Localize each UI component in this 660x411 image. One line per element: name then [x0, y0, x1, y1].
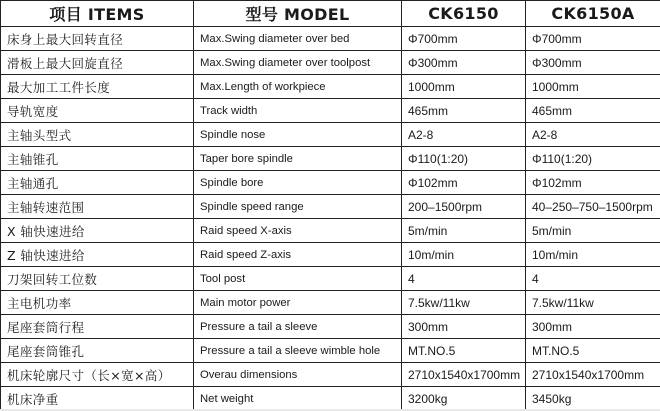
value-ck6150: 465mm — [402, 99, 526, 123]
item-name-zh: 最大加工工件长度 — [1, 75, 194, 99]
table-row — [1, 75, 660, 99]
table-row — [1, 363, 660, 387]
value-ck6150a: Φ700mm — [526, 27, 660, 51]
value-ck6150: Φ110(1:20) — [402, 147, 526, 171]
header-ck6150: CK6150 — [402, 1, 526, 27]
value-ck6150a: A2-8 — [526, 123, 660, 147]
value-ck6150a: Φ110(1:20) — [526, 147, 660, 171]
value-ck6150a: 3450kg — [526, 387, 660, 411]
value-ck6150a: 10m/min — [526, 243, 660, 267]
item-name-zh: 主轴转速范围 — [1, 195, 194, 219]
value-ck6150: 10m/min — [402, 243, 526, 267]
item-name-zh: 刀架回转工位数 — [1, 267, 194, 291]
value-ck6150: 1000mm — [402, 75, 526, 99]
item-name-en: Pressure a tail a sleeve — [194, 315, 402, 339]
value-ck6150a: 7.5kw/11kw — [526, 291, 660, 315]
value-ck6150a: 2710x1540x1700mm — [526, 363, 660, 387]
item-name-en: Tool post — [194, 267, 402, 291]
value-ck6150: MT.NO.5 — [402, 339, 526, 363]
value-ck6150a: 1000mm — [526, 75, 660, 99]
table-row — [1, 123, 660, 147]
item-name-zh: 导轨宽度 — [1, 99, 194, 123]
header-ck6150a: CK6150A — [526, 1, 660, 27]
item-name-zh: X 轴快速进给 — [1, 219, 194, 243]
value-ck6150: 4 — [402, 267, 526, 291]
item-name-en: Spindle nose — [194, 123, 402, 147]
table-row — [1, 243, 660, 267]
value-ck6150a: MT.NO.5 — [526, 339, 660, 363]
value-ck6150a: Φ300mm — [526, 51, 660, 75]
item-name-zh: Z 轴快速进给 — [1, 243, 194, 267]
table-row — [1, 219, 660, 243]
table-row — [1, 267, 660, 291]
value-ck6150a: 465mm — [526, 99, 660, 123]
item-name-en: Net weight — [194, 387, 402, 411]
item-name-zh: 滑板上最大回旋直径 — [1, 51, 194, 75]
item-name-en: Track width — [194, 99, 402, 123]
value-ck6150: A2-8 — [402, 123, 526, 147]
table-row — [1, 147, 660, 171]
value-ck6150: Φ300mm — [402, 51, 526, 75]
item-name-en: Main motor power — [194, 291, 402, 315]
value-ck6150: 300mm — [402, 315, 526, 339]
value-ck6150: Φ700mm — [402, 27, 526, 51]
table-row — [1, 171, 660, 195]
item-name-en: Max.Swing diameter over toolpost — [194, 51, 402, 75]
item-name-en: Pressure a tail a sleeve wimble hole — [194, 339, 402, 363]
table-row — [1, 99, 660, 123]
item-name-en: Spindle bore — [194, 171, 402, 195]
header-model: 型号 MODEL — [194, 1, 402, 27]
table-row — [1, 291, 660, 315]
value-ck6150: 200–1500rpm — [402, 195, 526, 219]
item-name-en: Raid speed X-axis — [194, 219, 402, 243]
item-name-en: Overau dimensions — [194, 363, 402, 387]
item-name-en: Max.Length of workpiece — [194, 75, 402, 99]
value-ck6150a: 40–250–750–1500rpm — [526, 195, 660, 219]
item-name-zh: 尾座套筒行程 — [1, 315, 194, 339]
value-ck6150: 5m/min — [402, 219, 526, 243]
item-name-en: Taper bore spindle — [194, 147, 402, 171]
spec-table-header — [1, 1, 660, 27]
item-name-zh: 主轴锥孔 — [1, 147, 194, 171]
table-row — [1, 387, 660, 411]
table-row — [1, 195, 660, 219]
item-name-zh: 床身上最大回转直径 — [1, 27, 194, 51]
value-ck6150a: 5m/min — [526, 219, 660, 243]
spec-table-body — [1, 27, 660, 411]
value-ck6150: 7.5kw/11kw — [402, 291, 526, 315]
table-row — [1, 27, 660, 51]
value-ck6150: Φ102mm — [402, 171, 526, 195]
header-items: 项目 ITEMS — [1, 1, 194, 27]
item-name-zh: 主电机功率 — [1, 291, 194, 315]
item-name-zh: 主轴头型式 — [1, 123, 194, 147]
value-ck6150a: Φ102mm — [526, 171, 660, 195]
item-name-zh: 主轴通孔 — [1, 171, 194, 195]
table-row — [1, 315, 660, 339]
item-name-zh: 尾座套筒锥孔 — [1, 339, 194, 363]
item-name-en: Spindle speed range — [194, 195, 402, 219]
table-row — [1, 339, 660, 363]
table-row — [1, 51, 660, 75]
item-name-en: Max.Swing diameter over bed — [194, 27, 402, 51]
item-name-zh: 机床净重 — [1, 387, 194, 411]
value-ck6150: 2710x1540x1700mm — [402, 363, 526, 387]
item-name-zh: 机床轮廓尺寸（长×宽×高） — [1, 363, 194, 387]
value-ck6150: 3200kg — [402, 387, 526, 411]
item-name-en: Raid speed Z-axis — [194, 243, 402, 267]
header-row — [1, 1, 660, 27]
value-ck6150a: 4 — [526, 267, 660, 291]
value-ck6150a: 300mm — [526, 315, 660, 339]
